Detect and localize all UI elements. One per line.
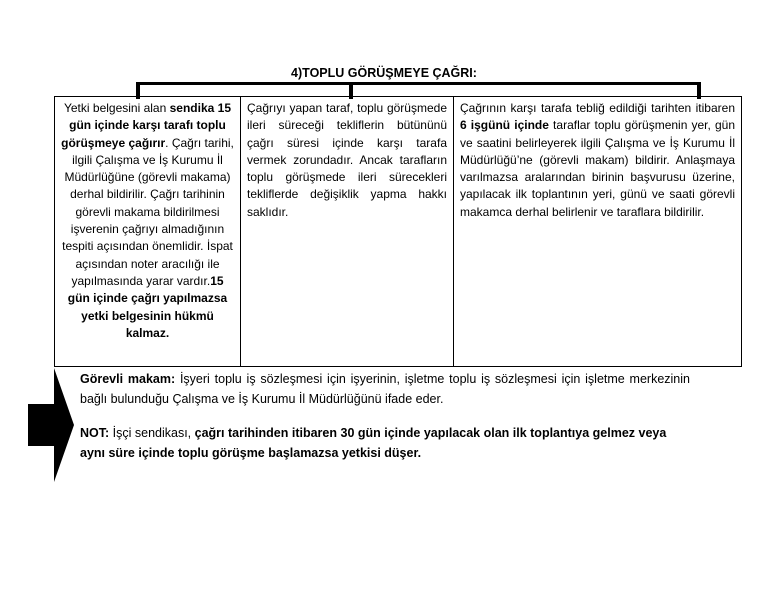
col3-bold-1: 6 işgünü içinde <box>460 118 549 133</box>
col1-text-1: Yetki belgesini alan <box>63 101 170 115</box>
note1-text: İşyeri toplu iş sözleşmesi için işyerinin, işletme toplu iş sözleşmesi için işletme merkezinin bağlı bulunduğu Çalışma ve İş Kurumu İl Müdürlüğünü ifade eder. <box>80 372 690 406</box>
col1-bold-2: 15 gün içinde çağrı yapılmazsa yetki belgesinin hükmü kalmaz. <box>67 273 228 340</box>
note2-label: NOT: <box>80 426 110 440</box>
note-duty-authority <box>80 369 690 409</box>
col1-text-2: . Çağrı tarihi, ilgili Çalışma ve İş Kurumu İl Müdürlüğüne (görevli makama) derhal bildirilir. Çağrı tarihinin görevli makama bildirilmesi işverenin çağrıyı almadığının tespiti açısından önemlidir. İspat açısından noter aracılığı ile yapılmasında yarar vardır. <box>62 135 234 288</box>
col3-text-2: taraflar toplu görüşmenin yer, gün ve saatini belirleyerek ilgili Çalışma ve İş Kurumu İl Müdürlüğü’ne (görevli makam) bildirir. Anlaşmaya varılmazsa aralarından birinin başvurusu üzerine, yapılacak ilk toplantının yeri, günü ve saati görevli makamca derhal belirlenir ve taraflara bildirilir. <box>460 118 735 219</box>
page-title: 4)TOPLU GÖRÜŞMEYE ÇAĞRI: <box>291 66 477 80</box>
note-warning <box>80 423 690 463</box>
bracket-line <box>137 82 701 85</box>
column-call-deadline <box>55 97 241 367</box>
note2-text: İşçi sendikası, <box>109 426 195 440</box>
col2-text: Çağrıyı yapan taraf, toplu görüşmede ileri süreceği tekliflerin bütününü çağrı süresi içinde karşı tarafa vermek zorundadır. Ancak tarafların toplu görüşmede ileri sürecekleri tekliflerde değişiklik yapma hakkı saklıdır. <box>247 101 447 219</box>
right-arrow-icon <box>26 366 76 484</box>
column-meeting-setup <box>454 97 742 367</box>
column-proposals <box>241 97 454 367</box>
table-row <box>55 97 742 367</box>
note2-bold: çağrı tarihinden itibaren 30 gün içinde yapılacak olan ilk toplantıya gelmez veya aynı süre içinde toplu görüşme başlamazsa yetkisi düşer. <box>80 426 667 460</box>
info-table <box>54 96 742 367</box>
col3-text-1: Çağrının karşı tarafa tebliğ edildiği tarihten itibaren <box>460 101 735 115</box>
note1-label: Görevli makam: <box>80 372 176 386</box>
col1-bold-1: sendika 15 gün içinde karşı tarafı toplu görüşmeye çağırır <box>61 101 231 150</box>
